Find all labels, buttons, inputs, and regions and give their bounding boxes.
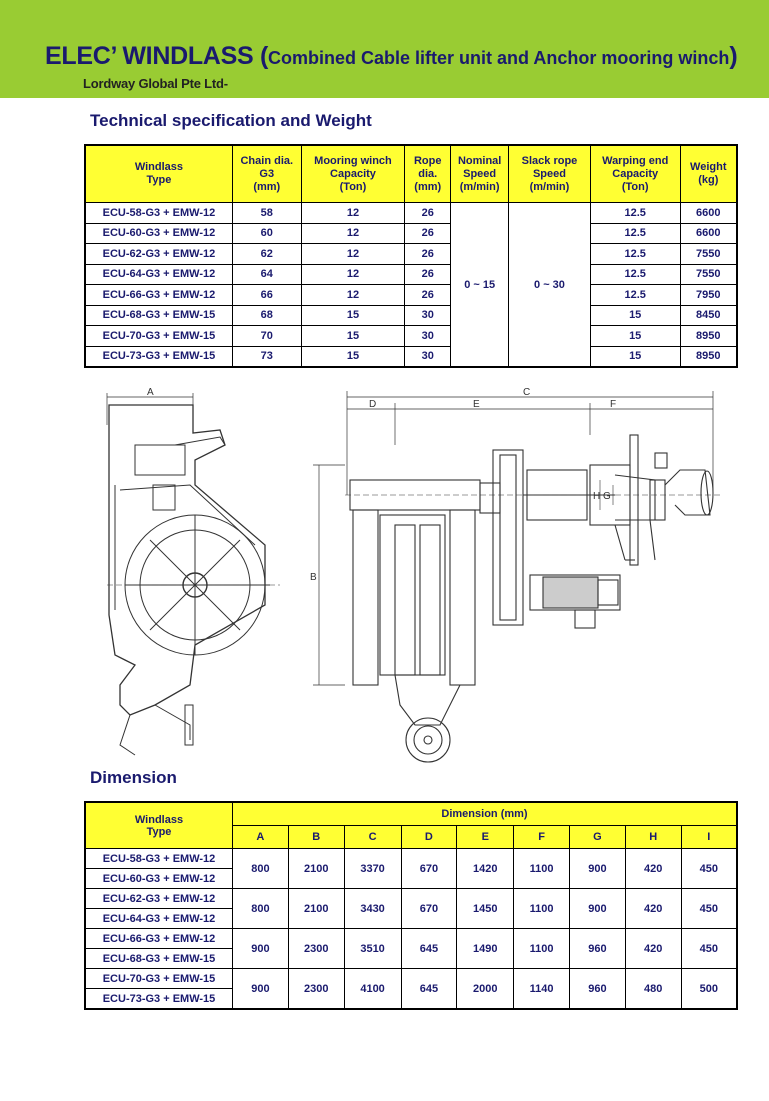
- cell-warping: 12.5: [590, 244, 680, 265]
- cell-dim: 500: [681, 969, 737, 1010]
- cell-type: ECU-62-G3 + EMW-12: [85, 889, 233, 909]
- cell-dim: 1100: [514, 849, 570, 889]
- cell-mooring: 12: [301, 285, 405, 306]
- cell-rope: 30: [405, 305, 451, 326]
- cell-rope: 30: [405, 346, 451, 367]
- cell-weight: 6600: [680, 223, 737, 244]
- cell-rope: 26: [405, 244, 451, 265]
- cell-type: ECU-58-G3 + EMW-12: [85, 203, 232, 224]
- cell-mooring: 15: [301, 326, 405, 347]
- dim-col-f: F: [514, 826, 570, 849]
- spec-header-mooring: Mooring winch Capacity (Ton): [301, 145, 405, 203]
- cell-dim: 800: [233, 889, 289, 929]
- label-dim-e: E: [473, 399, 480, 410]
- cell-dim: 420: [625, 929, 681, 969]
- dim-col-h: H: [625, 826, 681, 849]
- dim-header-type: Windlass Type: [85, 802, 233, 849]
- cell-chain: 73: [232, 346, 301, 367]
- cell-dim: 3370: [344, 849, 401, 889]
- spec-header-type: Windlass Type: [85, 145, 232, 203]
- label-dim-c: C: [523, 387, 531, 398]
- label-dim-a: A: [147, 387, 154, 398]
- cell-chain: 66: [232, 285, 301, 306]
- cell-dim: 450: [681, 849, 737, 889]
- cell-type: ECU-70-G3 + EMW-15: [85, 969, 233, 989]
- cell-type: ECU-64-G3 + EMW-12: [85, 264, 232, 285]
- cell-nominal-speed: 0 ~ 15: [451, 203, 509, 368]
- cell-mooring: 15: [301, 346, 405, 367]
- cell-type: ECU-73-G3 + EMW-15: [85, 989, 233, 1010]
- cell-mooring: 12: [301, 223, 405, 244]
- cell-type: ECU-68-G3 + EMW-15: [85, 305, 232, 326]
- cell-chain: 68: [232, 305, 301, 326]
- cell-warping: 12.5: [590, 223, 680, 244]
- cell-warping: 15: [590, 305, 680, 326]
- cell-mooring: 12: [301, 203, 405, 224]
- cell-mooring: 15: [301, 305, 405, 326]
- cell-chain: 60: [232, 223, 301, 244]
- table-row: [85, 326, 737, 347]
- cell-dim: 1100: [514, 889, 570, 929]
- table-row: [85, 346, 737, 367]
- company-name: Lordway Global Pte Ltd-: [83, 76, 228, 91]
- cell-dim: 2300: [288, 969, 344, 1010]
- cell-chain: 62: [232, 244, 301, 265]
- label-dim-g: G: [603, 491, 611, 502]
- cell-warping: 12.5: [590, 285, 680, 306]
- cell-dim: 2000: [457, 969, 514, 1010]
- cell-rope: 26: [405, 264, 451, 285]
- cell-weight: 8950: [680, 326, 737, 347]
- table-row: [85, 203, 737, 224]
- cell-dim: 900: [233, 929, 289, 969]
- spec-header-weight: Weight (kg): [680, 145, 737, 203]
- cell-mooring: 12: [301, 244, 405, 265]
- dim-col-a: A: [233, 826, 289, 849]
- dim-section-title: Dimension: [90, 768, 177, 787]
- spec-header-chain: Chain dia. G3 (mm): [232, 145, 301, 203]
- spec-header-slack: Slack rope Speed (m/min): [509, 145, 591, 203]
- cell-mooring: 12: [301, 264, 405, 285]
- cell-type: ECU-70-G3 + EMW-15: [85, 326, 232, 347]
- spec-table: [84, 144, 738, 368]
- cell-type: ECU-73-G3 + EMW-15: [85, 346, 232, 367]
- cell-weight: 7550: [680, 264, 737, 285]
- title-close: ): [729, 42, 738, 70]
- table-row: [85, 244, 737, 265]
- cell-warping: 12.5: [590, 203, 680, 224]
- cell-dim: 670: [401, 849, 457, 889]
- label-dim-f: F: [610, 399, 617, 410]
- dim-header-dimension: Dimension (mm): [233, 802, 738, 826]
- cell-dim: 960: [570, 969, 626, 1010]
- dim-col-b: B: [288, 826, 344, 849]
- cell-weight: 6600: [680, 203, 737, 224]
- cell-dim: 1100: [514, 929, 570, 969]
- cell-dim: 670: [401, 889, 457, 929]
- label-dim-b: B: [310, 572, 317, 583]
- cell-rope: 30: [405, 326, 451, 347]
- spec-section-title: Technical specification and Weight: [90, 111, 372, 130]
- table-row: [85, 969, 737, 989]
- cell-slack-speed: 0 ~ 30: [509, 203, 591, 368]
- cell-dim: 1490: [457, 929, 514, 969]
- spec-header-warping: Warping end Capacity (Ton): [590, 145, 680, 203]
- cell-type: ECU-68-G3 + EMW-15: [85, 949, 233, 969]
- cell-chain: 58: [232, 203, 301, 224]
- title-main: ELEC’ WINDLASS (: [45, 42, 268, 70]
- spec-header-nominal: Nominal Speed (m/min): [451, 145, 509, 203]
- dim-col-i: I: [681, 826, 737, 849]
- cell-rope: 26: [405, 223, 451, 244]
- table-row: [85, 889, 737, 909]
- cell-dim: 2100: [288, 849, 344, 889]
- cell-weight: 7550: [680, 244, 737, 265]
- cell-dim: 4100: [344, 969, 401, 1010]
- table-row: [85, 929, 737, 949]
- cell-dim: 900: [233, 969, 289, 1010]
- cell-weight: 8450: [680, 305, 737, 326]
- cell-weight: 8950: [680, 346, 737, 367]
- cell-dim: 800: [233, 849, 289, 889]
- cell-type: ECU-60-G3 + EMW-12: [85, 869, 233, 889]
- cell-dim: 450: [681, 929, 737, 969]
- cell-rope: 26: [405, 285, 451, 306]
- windlass-drawing: [95, 385, 725, 770]
- dimension-table: [84, 801, 738, 1010]
- cell-chain: 64: [232, 264, 301, 285]
- cell-dim: 960: [570, 929, 626, 969]
- cell-dim: 1450: [457, 889, 514, 929]
- cell-dim: 480: [625, 969, 681, 1010]
- label-dim-h: H: [593, 491, 601, 502]
- table-row: [85, 264, 737, 285]
- cell-dim: 645: [401, 929, 457, 969]
- dim-header-row-1: [85, 802, 737, 826]
- cell-warping: 15: [590, 346, 680, 367]
- cell-dim: 2300: [288, 929, 344, 969]
- cell-type: ECU-66-G3 + EMW-12: [85, 285, 232, 306]
- cell-dim: 900: [570, 849, 626, 889]
- cell-dim: 420: [625, 889, 681, 929]
- table-row: [85, 223, 737, 244]
- cell-dim: 3430: [344, 889, 401, 929]
- dim-col-c: C: [344, 826, 401, 849]
- dim-col-d: D: [401, 826, 457, 849]
- cell-chain: 70: [232, 326, 301, 347]
- cell-dim: 3510: [344, 929, 401, 969]
- label-dim-d: D: [369, 399, 377, 410]
- cell-dim: 1140: [514, 969, 570, 1010]
- page-title: [45, 42, 737, 71]
- dim-col-g: G: [570, 826, 626, 849]
- spec-header-rope: Rope dia. (mm): [405, 145, 451, 203]
- cell-dim: 1420: [457, 849, 514, 889]
- cell-dim: 645: [401, 969, 457, 1010]
- title-sub: Combined Cable lifter unit and Anchor mooring winch: [267, 48, 730, 68]
- table-row: [85, 305, 737, 326]
- cell-dim: 420: [625, 849, 681, 889]
- cell-warping: 15: [590, 326, 680, 347]
- cell-type: ECU-66-G3 + EMW-12: [85, 929, 233, 949]
- cell-dim: 900: [570, 889, 626, 929]
- table-row: [85, 849, 737, 869]
- cell-dim: 450: [681, 889, 737, 929]
- cell-type: ECU-58-G3 + EMW-12: [85, 849, 233, 869]
- dim-col-e: E: [457, 826, 514, 849]
- cell-type: ECU-60-G3 + EMW-12: [85, 223, 232, 244]
- cell-type: ECU-64-G3 + EMW-12: [85, 909, 233, 929]
- spec-header-row: [85, 145, 737, 203]
- cell-warping: 12.5: [590, 264, 680, 285]
- header-banner: [0, 0, 769, 98]
- cell-type: ECU-62-G3 + EMW-12: [85, 244, 232, 265]
- cell-dim: 2100: [288, 889, 344, 929]
- cell-weight: 7950: [680, 285, 737, 306]
- table-row: [85, 285, 737, 306]
- cell-rope: 26: [405, 203, 451, 224]
